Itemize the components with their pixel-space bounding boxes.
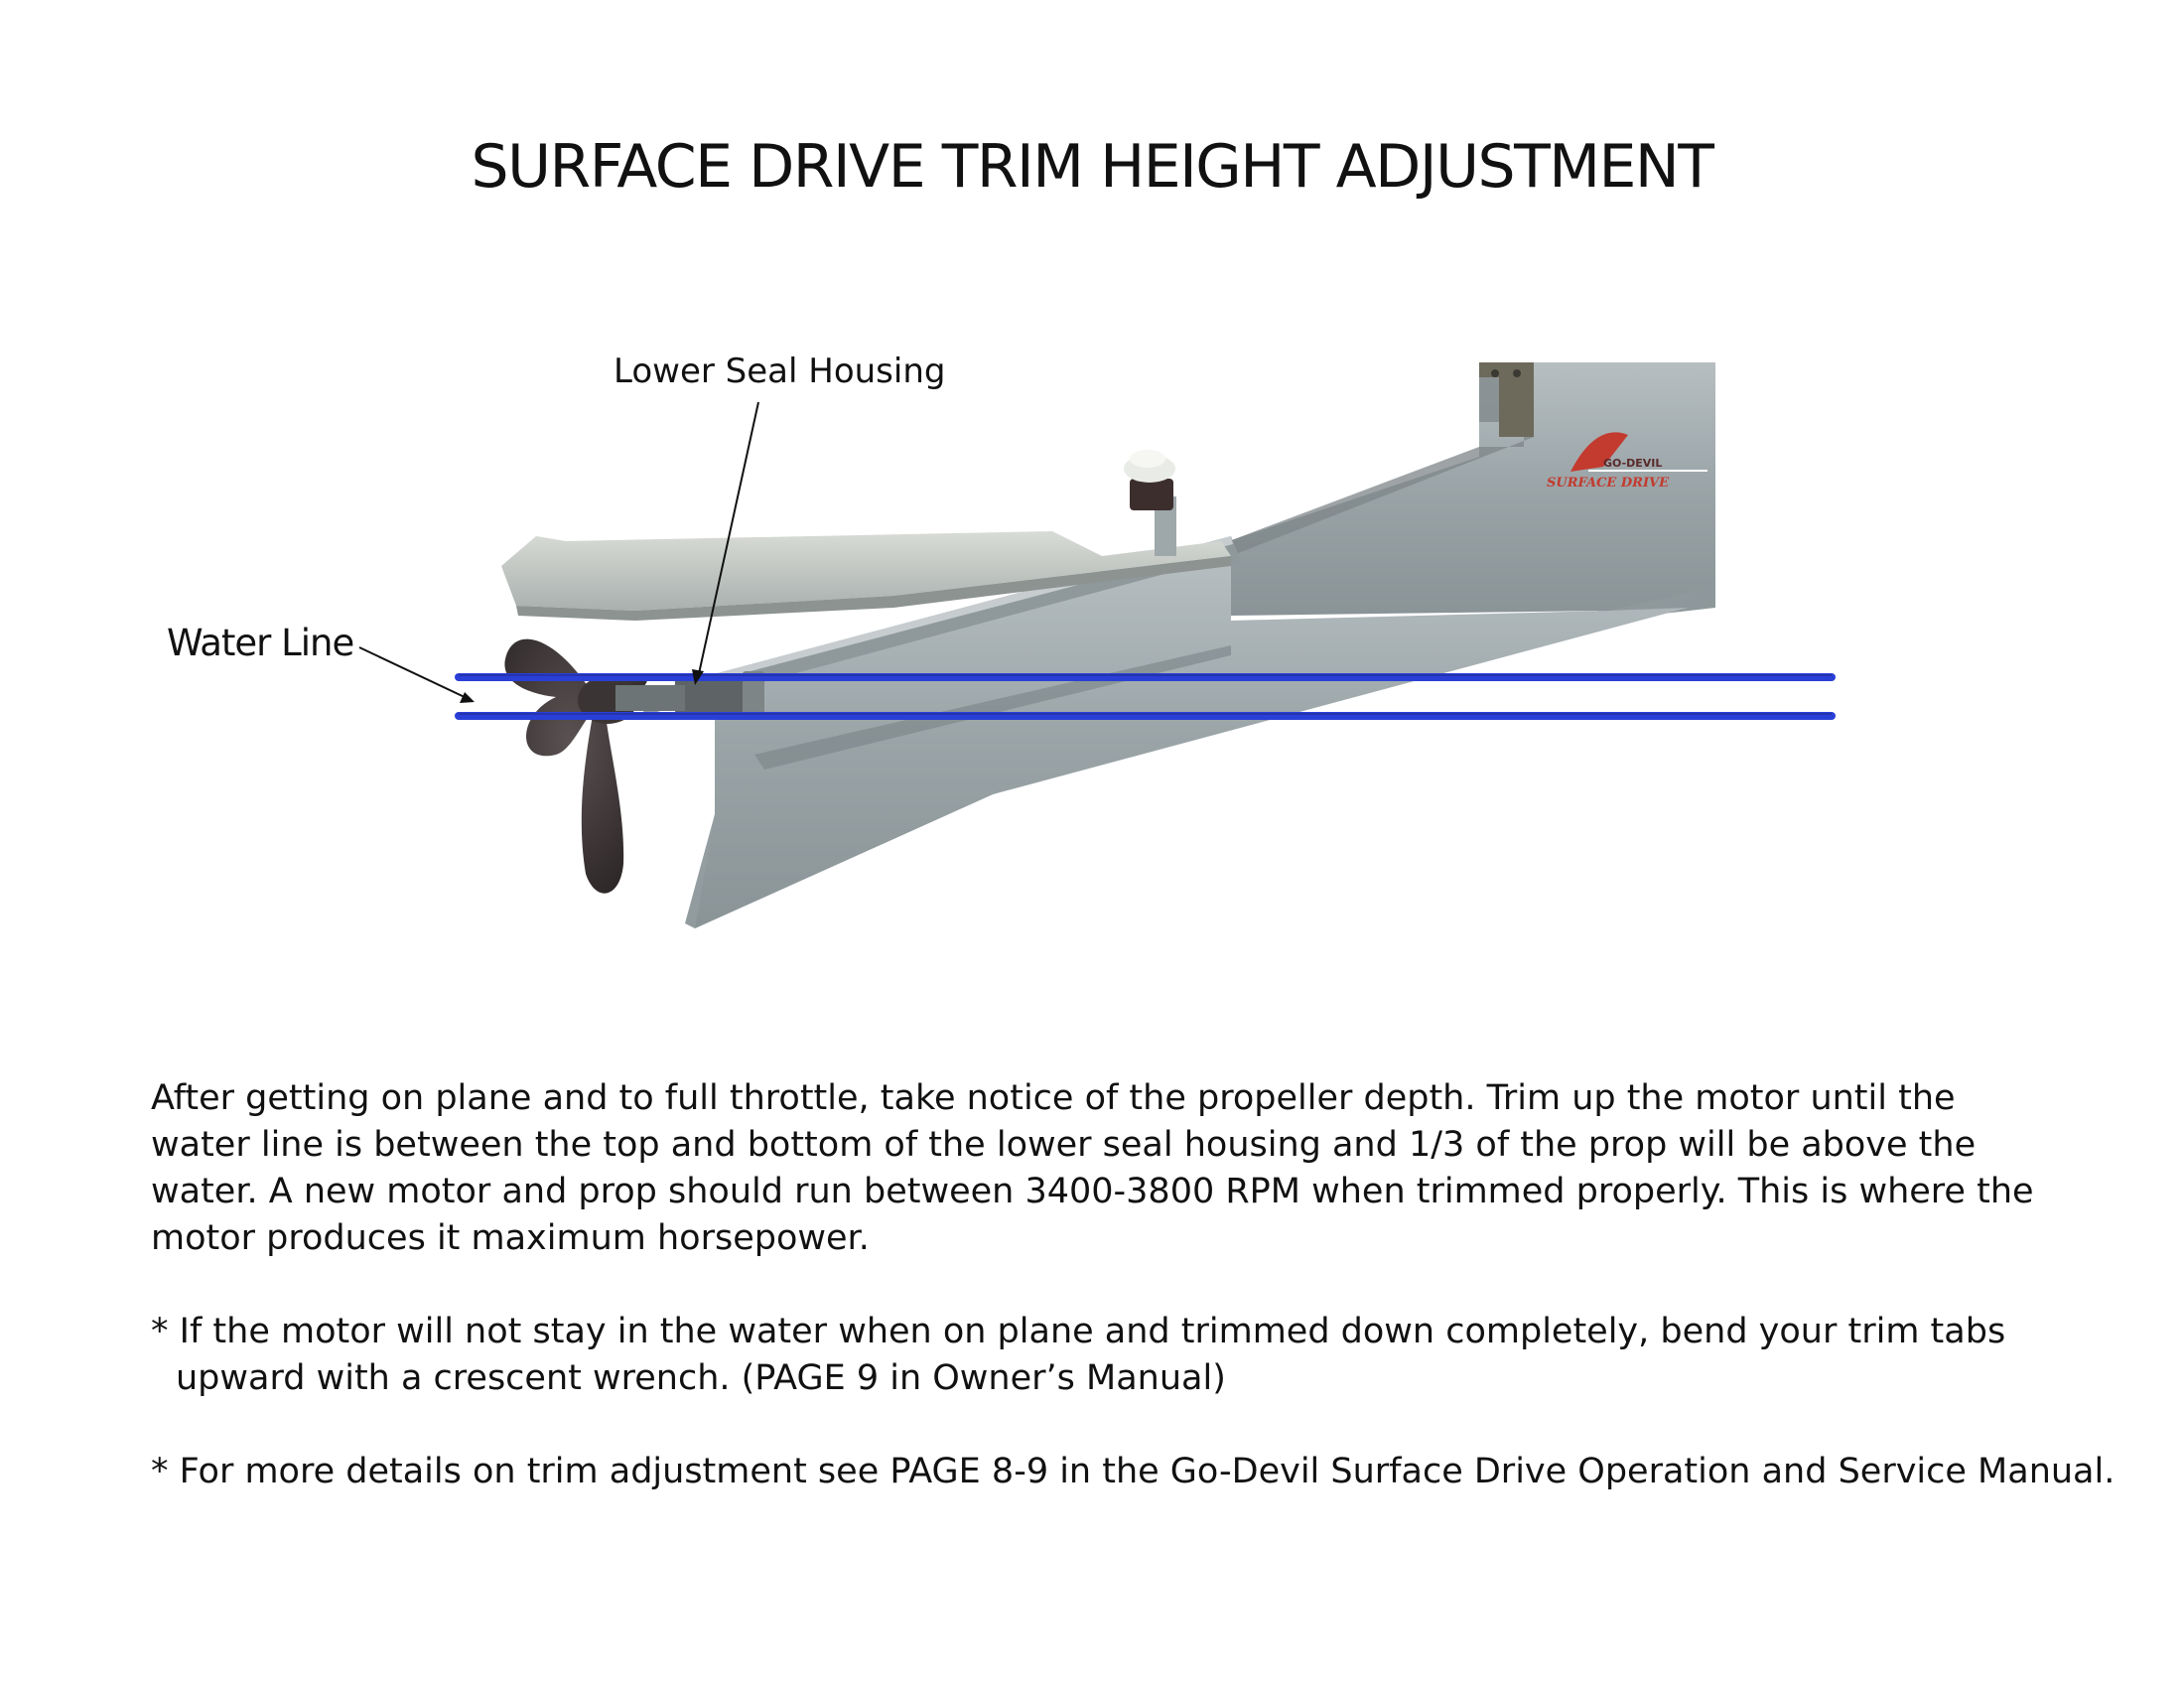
manual-reference-note — [151, 1449, 2136, 1495]
breather-cap-top — [1130, 450, 1165, 468]
logo-brand-text: GO-DEVIL — [1603, 457, 1663, 470]
instructions-line: After getting on plane and to full throttle, take notice of the propeller depth. Trim up the motor until the — [151, 1078, 1956, 1118]
note-text: For more details on trim adjustment see PAGE 8-9 in the Go-Devil Surface Drive Operation and Service Manual. — [179, 1452, 2116, 1491]
lower-seal-housing-label: Lower Seal Housing — [614, 352, 946, 391]
note-line — [151, 1449, 2136, 1495]
note-line: upward with a crescent wrench. (PAGE 9 in Owner’s Manual) — [176, 1358, 1226, 1398]
note-line — [151, 1309, 2136, 1355]
instructions-line: motor produces it maximum horsepower. — [151, 1218, 870, 1258]
page-title: SURFACE DRIVE TRIM HEIGHT ADJUSTMENT — [471, 132, 1713, 202]
breather-body — [1130, 479, 1173, 510]
note-bullet: * — [151, 1452, 169, 1491]
water-line-label: Water Line — [167, 622, 354, 664]
note-bullet: * — [151, 1312, 169, 1351]
trim-tab-note — [151, 1309, 2136, 1402]
instructions-paragraph — [151, 1075, 2136, 1262]
instructions-line: water line is between the top and bottom of the lower seal housing and 1/3 of the prop will be above the — [151, 1125, 1977, 1165]
bracket-bolt-icon — [1491, 369, 1499, 377]
water-line-arrowhead — [460, 692, 475, 703]
prop-shaft — [615, 685, 685, 711]
water-line-leader — [359, 647, 467, 698]
logo-product-text: SURFACE DRIVE — [1547, 476, 1670, 491]
instructions-line: water. A new motor and prop should run between 3400-3800 RPM when trimmed properly. This is where the — [151, 1172, 2034, 1211]
note-text: If the motor will not stay in the water when on plane and trimmed down completely, bend your trim tabs — [179, 1312, 2006, 1351]
bracket-bolt-icon — [1513, 369, 1521, 377]
